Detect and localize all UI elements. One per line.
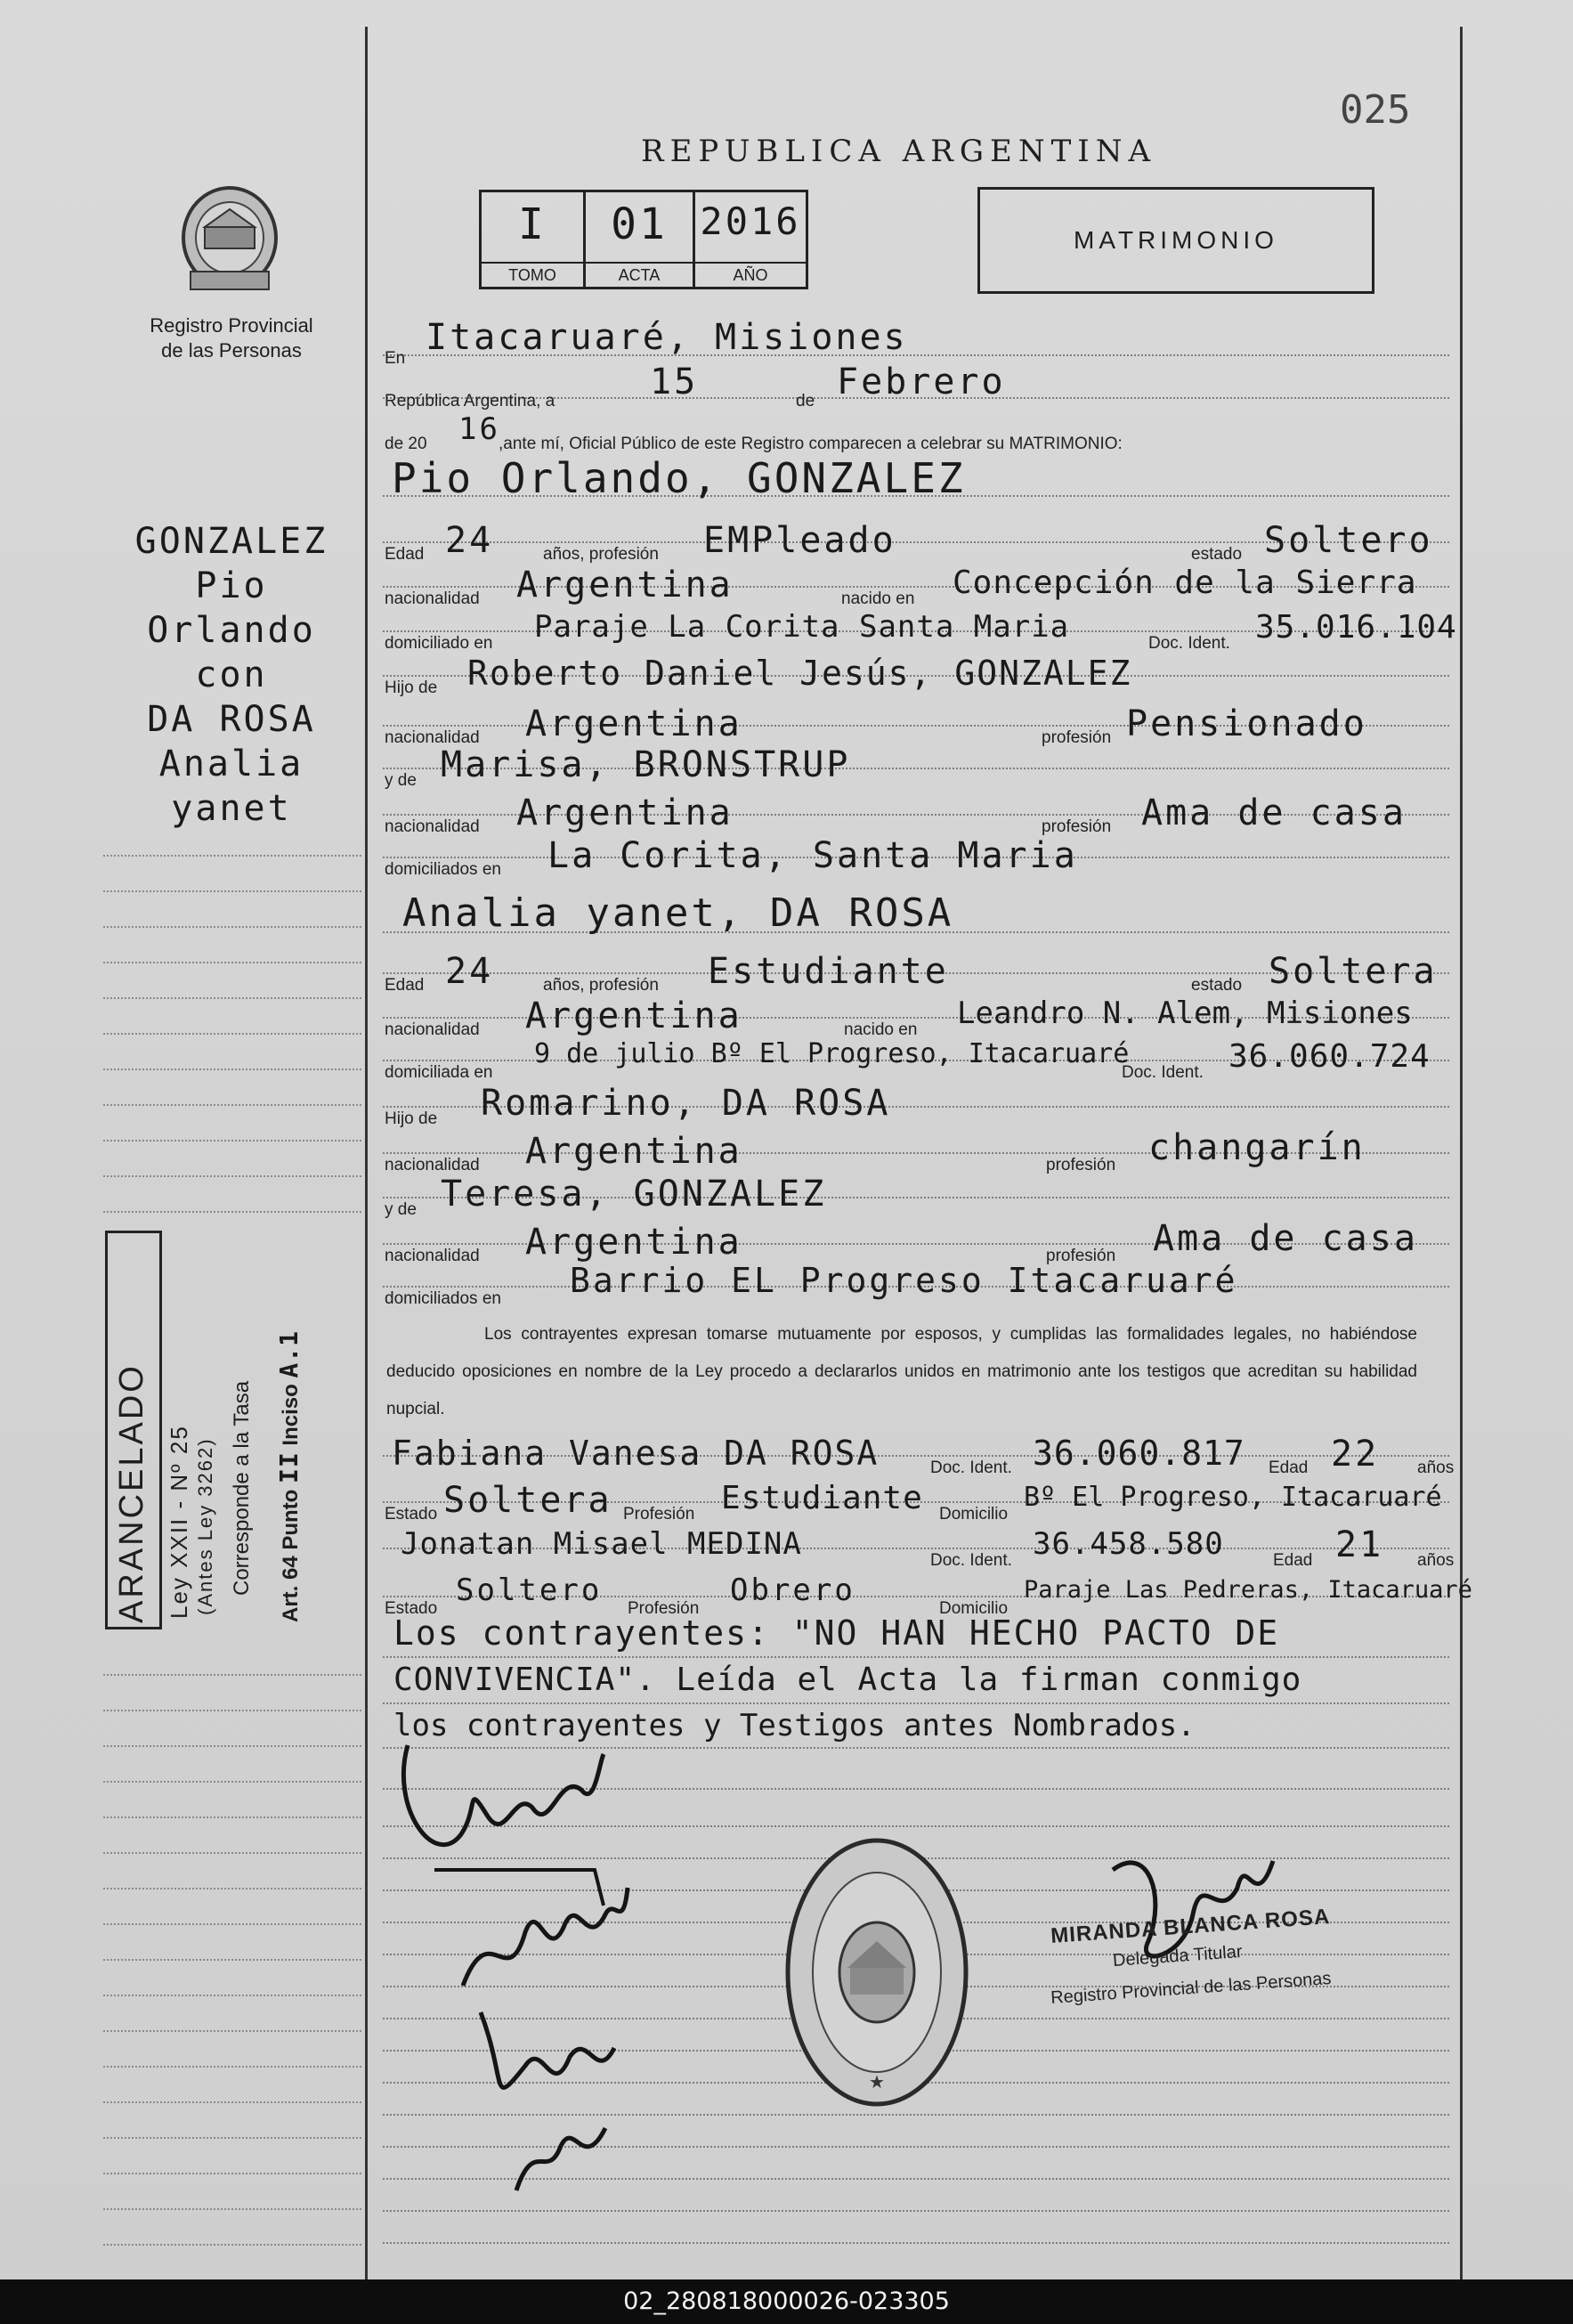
witness2-address: Paraje Las Pedreras, Itacaruaré [1024, 1576, 1472, 1604]
margin-rule [103, 1959, 361, 1961]
stamp-line4: Corresponde a la Tasa [230, 1380, 254, 1596]
bride-doc-label: Doc. Ident. [1122, 1063, 1204, 1082]
bride-father-profesion-label: profesión [1046, 1156, 1116, 1174]
witness1-address: Bº El Progreso, Itacaruaré [1024, 1482, 1442, 1513]
groom-yde-label: y de [385, 771, 417, 790]
margin-rule [103, 2137, 361, 2139]
stamp-line5-prefix: Art. 64 Punto [279, 1489, 303, 1622]
bride-father: Romarino, DA ROSA [481, 1083, 891, 1124]
groom-father-profesion-label: profesión [1042, 728, 1112, 747]
body-rule [383, 2242, 1449, 2244]
margin-rule [103, 855, 361, 857]
right-margin-line [1460, 27, 1463, 2279]
bride-profession: Estudiante [708, 951, 949, 992]
stamp-line5 [274, 1330, 304, 1622]
page-number: 025 [1340, 87, 1411, 133]
bride-doc: 36.060.724 [1228, 1038, 1431, 1075]
witness2-edad-label: Edad [1273, 1551, 1313, 1570]
margin-rule [103, 1211, 361, 1213]
groom-address: Paraje La Corita Santa Maria [534, 609, 1070, 645]
bride-nacionalidad-label: nacionalidad [385, 1020, 480, 1039]
label-republica: República Argentina, a [385, 392, 555, 410]
witness2-age: 21 [1335, 1524, 1384, 1565]
act-type-box: MATRIMONIO [977, 187, 1374, 294]
margin-rule [103, 1923, 361, 1925]
left-margin-line [365, 27, 368, 2279]
groom-profesion-label: años, profesión [543, 545, 659, 564]
margin-rule [103, 1710, 361, 1711]
bride-status: Soltera [1269, 951, 1438, 992]
margin-rule [103, 1852, 361, 1854]
margin-note-line6: Analia [158, 744, 304, 784]
margin-rule [103, 1816, 361, 1818]
groom-birthplace: Concepción de la Sierra [953, 565, 1417, 601]
stamp-line3: (Antes Ley 3262) [194, 1437, 216, 1615]
margin-rule [103, 2244, 361, 2246]
closing-line2: CONVIVENCIA". Leída el Acta la firman conmigo [393, 1662, 1302, 1698]
groom-nacionalidad-label: nacionalidad [385, 589, 480, 608]
closing-line1: Los contrayentes: "NO HAN HECHO PACTO DE [393, 1613, 1280, 1653]
bride-father-nacionalidad-label: nacionalidad [385, 1156, 480, 1174]
reference-box [479, 190, 808, 289]
bride-mother-nacionalidad-label: nacionalidad [385, 1247, 480, 1265]
scan-footer-id: 02_280818000026-023305 [0, 2279, 1573, 2324]
registry-label-line2: de las Personas [161, 339, 302, 362]
witness1-profession: Estudiante [721, 1480, 923, 1516]
groom-nacido-label: nacido en [841, 589, 915, 608]
declaration-paragraph: Los contrayentes expresan tomarse mutuamente por esposos, y cumplidas las formalidades legales, no habiéndose deducido oposiciones en nombre de la Ley procedo a declararlos unidos en matrimonio ante los testigos que acreditan su habilidad nupcial. [386, 1325, 1417, 1418]
bride-edad-label: Edad [385, 976, 425, 995]
margin-rule [103, 1033, 361, 1035]
place-value: Itacaruaré, Misiones [426, 317, 908, 358]
bride-parents-address: Barrio EL Progreso Itacaruaré [570, 1261, 1238, 1300]
label-de: de [796, 392, 815, 410]
witness1-doc: 36.060.817 [1033, 1434, 1245, 1473]
groom-father-profession: Pensionado [1126, 703, 1367, 744]
groom-mother-nationality: Argentina [516, 792, 734, 833]
witness2-doc: 36.458.580 [1033, 1526, 1224, 1562]
bride-mother-profession: Ama de casa [1153, 1218, 1418, 1259]
anio-value: 2016 [700, 199, 801, 243]
margin-note-line4: con [195, 654, 268, 695]
witness1-doc-label: Doc. Ident. [930, 1459, 1012, 1477]
groom-father-nacionalidad-label: nacionalidad [385, 728, 480, 747]
margin-rule [103, 2208, 361, 2210]
groom-mother: Marisa, BRONSTRUP [441, 744, 851, 785]
bride-hijo-label: Hijo de [385, 1109, 438, 1128]
groom-parents-address: La Corita, Santa Maria [547, 835, 1078, 876]
stamp-line2: Ley XXII - Nº 25 [166, 1425, 192, 1619]
margin-rule [103, 2066, 361, 2068]
official-role: Delegada Titular [1112, 1941, 1244, 1971]
anio-cell [693, 190, 808, 289]
signature-bride [454, 1870, 632, 2003]
witness1-anos-label: años [1417, 1459, 1455, 1477]
margin-rule [103, 1781, 361, 1783]
bride-address: 9 de julio Bº El Progreso, Itacaruaré [534, 1038, 1130, 1069]
closing-line3: los contrayentes y Testigos antes Nombrados. [393, 1708, 1196, 1743]
bride-mother-nationality: Argentina [525, 1222, 742, 1263]
tomo-value: I [518, 199, 547, 249]
misiones-seal-icon [178, 183, 281, 297]
groom-status: Soltero [1264, 520, 1433, 561]
margin-rule [103, 1888, 361, 1889]
groom-age: 24 [445, 520, 494, 561]
bride-name: Analia yanet, DA ROSA [402, 890, 954, 936]
groom-nationality: Argentina [516, 565, 734, 605]
year-suffix-value: 16 [458, 411, 500, 447]
margin-rule [103, 962, 361, 963]
svg-text:★: ★ [869, 2071, 885, 2092]
margin-rule [103, 2030, 361, 2032]
bride-father-nationality: Argentina [525, 1131, 742, 1172]
groom-domiciliados-label: domiciliados en [385, 860, 501, 879]
stamp-line5-inciso-label: Inciso [279, 1384, 303, 1446]
bride-domiciliados-label: domiciliados en [385, 1289, 501, 1308]
witness2-domicilio-label: Domicilio [939, 1599, 1009, 1618]
margin-rule [103, 2101, 361, 2103]
groom-mother-profesion-label: profesión [1042, 817, 1112, 836]
witness2-anos-label: años [1417, 1551, 1455, 1570]
acta-cell [583, 190, 695, 289]
signature-witness1 [463, 1995, 623, 2119]
margin-rule [103, 1995, 361, 1996]
margin-note-line1: GONZALEZ [134, 521, 328, 562]
month-value: Febrero [837, 362, 1006, 402]
witness1-status: Soltera [443, 1480, 612, 1521]
label-year-prefix: de 20 [385, 435, 427, 453]
groom-doc-label: Doc. Ident. [1148, 634, 1230, 653]
opening-statement: ,ante mí, Oficial Público de este Registro comparecen a celebrar su MATRIMONIO: [499, 435, 1123, 453]
body-rule [383, 1656, 1449, 1658]
bride-nationality: Argentina [525, 995, 742, 1036]
bride-age: 24 [445, 951, 494, 992]
groom-mother-nacionalidad-label: nacionalidad [385, 817, 480, 836]
bride-domiciliada-label: domiciliada en [385, 1063, 493, 1082]
groom-profession: EMPleado [703, 520, 896, 561]
margin-note-line2: Pio [195, 565, 268, 606]
registry-office-seal [783, 1834, 970, 2110]
acta-value: 01 [611, 199, 668, 249]
bride-yde-label: y de [385, 1200, 417, 1219]
witness2-profession: Obrero [730, 1572, 855, 1608]
margin-rule [103, 1175, 361, 1177]
day-value: 15 [650, 362, 699, 402]
margin-rule [103, 997, 361, 999]
stamp-line1: ARANCELADO [113, 1363, 150, 1623]
bride-mother-profesion-label: profesión [1046, 1247, 1116, 1265]
margin-rule [103, 2173, 361, 2174]
arancelado-stamp [105, 1231, 162, 1629]
witness1-name: Fabiana Vanesa DA ROSA [392, 1434, 880, 1473]
witness2-profesion-label: Profesión [628, 1599, 700, 1618]
margin-rule [103, 1069, 361, 1070]
tomo-label: TOMO [482, 262, 583, 287]
groom-estado-label: estado [1191, 545, 1243, 564]
margin-rule [103, 1140, 361, 1142]
witness2-estado-label: Estado [385, 1599, 438, 1618]
groom-hijo-label: Hijo de [385, 679, 438, 697]
groom-father: Roberto Daniel Jesús, GONZALEZ [467, 654, 1132, 693]
groom-father-nationality: Argentina [525, 703, 742, 744]
witness1-age: 22 [1331, 1434, 1380, 1475]
margin-rule [103, 1104, 361, 1106]
groom-edad-label: Edad [385, 545, 425, 564]
bride-mother: Teresa, GONZALEZ [441, 1174, 827, 1215]
margin-note-line7: yanet [171, 788, 292, 829]
official-office: Registro Provincial de las Personas [1050, 1969, 1333, 2008]
margin-note-line3: Orlando [147, 610, 316, 651]
stamp-line5-inciso: A.1 [274, 1329, 304, 1378]
body-rule [383, 1702, 1449, 1704]
witness2-name: Jonatan Misael MEDINA [401, 1526, 802, 1562]
groom-domiciliado-label: domiciliado en [385, 634, 493, 653]
bride-birthplace: Leandro N. Alem, Misiones [957, 995, 1413, 1031]
witness2-doc-label: Doc. Ident. [930, 1551, 1012, 1570]
bride-estado-label: estado [1191, 976, 1243, 995]
margin-rule [103, 1745, 361, 1747]
witness1-domicilio-label: Domicilio [939, 1505, 1009, 1524]
acta-label: ACTA [586, 262, 693, 287]
groom-name: Pio Orlando, GONZALEZ [392, 454, 966, 502]
bride-nacido-label: nacido en [844, 1020, 918, 1039]
registry-label-line1: Registro Provincial [150, 314, 313, 337]
signature-witness2 [499, 2101, 623, 2199]
margin-rule [103, 890, 361, 892]
official-name: MIRANDA BLANCA ROSA [1050, 1905, 1332, 1948]
label-en: En [385, 349, 406, 368]
bride-father-profession: changarín [1148, 1127, 1366, 1168]
stamp-line5-point: II [274, 1451, 304, 1483]
margin-rule [103, 1674, 361, 1676]
tomo-cell [479, 190, 586, 289]
witness2-status: Soltero [456, 1572, 603, 1608]
margin-note-line5: DA ROSA [147, 699, 316, 740]
bride-profesion-label: años, profesión [543, 976, 659, 995]
witness1-edad-label: Edad [1269, 1459, 1309, 1477]
margin-rule [103, 926, 361, 928]
witness1-estado-label: Estado [385, 1505, 438, 1524]
registry-label [125, 313, 338, 363]
groom-mother-profession: Ama de casa [1141, 792, 1407, 833]
anio-label: AÑO [695, 262, 806, 287]
body-rule [383, 2210, 1449, 2212]
header-title: REPUBLICA ARGENTINA [641, 134, 1157, 169]
witness1-profesion-label: Profesión [623, 1505, 695, 1524]
groom-doc: 35.016.104 [1255, 609, 1457, 646]
